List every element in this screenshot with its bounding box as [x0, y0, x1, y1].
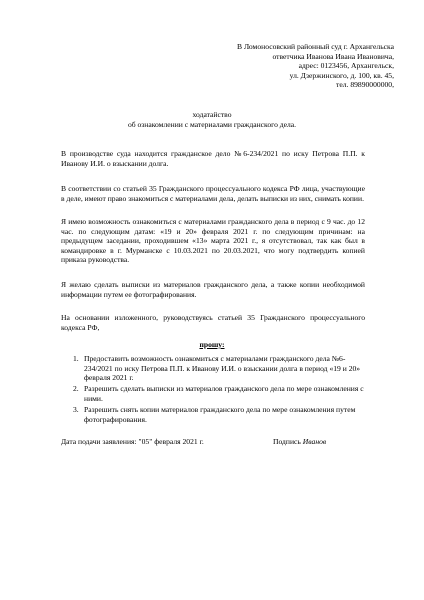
- paragraph-case-info: В производстве суда находится гражданское дело №6-234/2021 по иску Петрова П.П. к Иванову И.И. о взыскании долга.: [61, 149, 365, 168]
- request-heading: прошу:: [199, 340, 225, 349]
- title-line-2: об ознакомлении с материалами гражданского дела.: [127, 119, 297, 129]
- header-line-phone: тел. 89890000000,: [336, 80, 394, 90]
- paragraph-copies: Я желаю сделать выписки из материалов гражданского дела, а также копии необходимой информации путем ее фотографирования.: [61, 280, 365, 299]
- signature-name: Иванов: [302, 437, 327, 446]
- paragraph-availability: Я имею возможность ознакомиться с материалами гражданского дела в период с 9 час. до 12 час. по следующим датам: «19 и 20» февраля 2021 г. по следующим причинам: на предыдущем заседании, проходившем «13» марта 2021 г., я отсутствовал, так как был в командировке в г. Мурманске с 10.03.2021 по 20.03.2021, что могу подтвердить копией приказа руководства.: [61, 217, 365, 265]
- list-item: [61, 405, 365, 424]
- paragraph-legal-basis: В соответствии со статьей 35 Гражданского процессуального кодекса РФ лица, участвующие в деле, имеют право знакомиться с материалами дела, делать выписки из них, снимать копии.: [61, 184, 365, 203]
- header-line-court: В Ломоносовский районный суд г. Архангельска: [236, 42, 394, 51]
- list-item-text: Предоставить возможность ознакомиться с материалами гражданского дела №6-234/2021 по иску Петрова П.П. к Иванову И.И. о взыскании долга в период «19 и 20» февраля 2021 г.: [84, 354, 361, 383]
- signature-label: Подпись: [273, 437, 303, 446]
- signature: [273, 437, 326, 447]
- header-line-street: ул. Дзержинского, д. 100, кв. 45,: [289, 70, 394, 80]
- list-item: [61, 354, 365, 383]
- list-item: [61, 384, 365, 403]
- addressee-header: [120, 42, 394, 90]
- request-list: [61, 354, 365, 426]
- document-title: [60, 110, 364, 129]
- list-item-number: 3.: [73, 404, 79, 414]
- filing-date: Дата подачи заявления: "05" февраля 2021 г.: [61, 437, 204, 446]
- list-item-text: Разрешить снять копии материалов гражданского дела по мере ознакомления путем фотографирования.: [84, 404, 356, 424]
- list-item-number: 1.: [73, 354, 79, 363]
- list-item-text: Разрешить сделать выписки из материалов гражданского дела по мере ознакомления с ними.: [84, 384, 364, 403]
- list-item-number: 2.: [73, 384, 79, 394]
- header-line-address: адрес: 0123456, Архангельск,: [298, 61, 394, 71]
- paragraph-grounds: На основании изложенного, руководствуясь статьей 35 Гражданского процессуального кодекса РФ,: [61, 313, 365, 332]
- title-line-1: ходатайство: [192, 110, 232, 119]
- header-line-defendant: ответчика Иванова Ивана Ивановича,: [272, 51, 394, 61]
- document-footer: [61, 437, 365, 447]
